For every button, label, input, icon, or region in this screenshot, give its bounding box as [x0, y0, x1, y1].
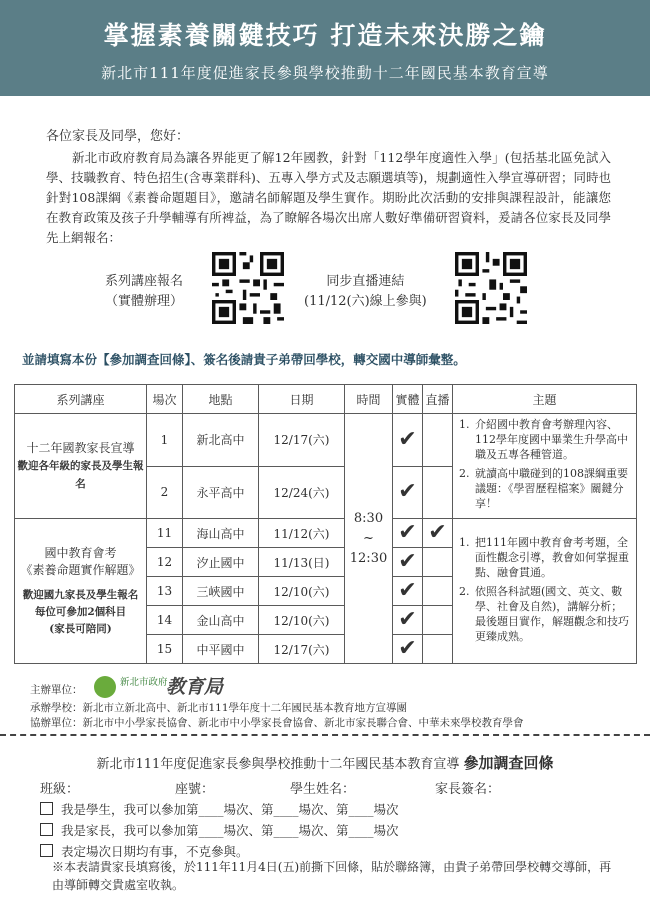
page-subtitle: 新北市111年度促進家長參與學校推動十二年國民基本教育宣導 — [101, 64, 549, 82]
session-place: 新北高中 — [183, 414, 259, 467]
qr-live-line2: (11/12(六)線上參與) — [304, 294, 427, 309]
th-session: 場次 — [147, 385, 183, 414]
empty-cell — [423, 548, 453, 577]
th-date: 日期 — [259, 385, 345, 414]
qr-code-register[interactable] — [212, 252, 284, 324]
time-sep: ~ — [363, 530, 374, 546]
session-time — [345, 414, 393, 664]
qr-register-line1: 系列講座報名 — [105, 274, 184, 289]
series2-note1: 歡迎國九家長及學生報名 — [22, 588, 139, 601]
qr-live-label — [304, 272, 427, 312]
logo-calligraphy: 教育局 — [166, 676, 224, 698]
empty-cell — [423, 606, 453, 635]
session-place: 金山高中 — [183, 606, 259, 635]
series2-note2: 每位可參加2個科目 — [34, 605, 127, 618]
table-row — [15, 414, 637, 467]
header-banner — [0, 0, 650, 96]
table-row — [15, 519, 637, 548]
topic-num: 1. — [459, 535, 470, 549]
host-label: 主辦單位： — [30, 684, 83, 696]
time-start: 8:30 — [353, 510, 384, 526]
option-parent-text: 我是家長，我可以參加第____場次、第____場次、第____場次 — [61, 823, 399, 838]
undertake-org: 承辦學校：新北市立新北高中、新北市111學年度十二年國民基本教育地方宣導團 — [30, 702, 408, 714]
check-icon: ✔ — [393, 414, 423, 467]
th-topic: 主題 — [453, 385, 637, 414]
reply-footnote: ※本表請貴家長填寫後，於111年11月4日(五)前撕下回條，貼於聯絡簿，由貴子弟帶回學校轉交導師，再由導師轉交貴處室收執。 — [52, 860, 612, 892]
topic-num: 2. — [459, 584, 470, 598]
topic-text: 依照各科試題(國文、英文、數學、社會及自然)，講解分析；最後題目實作，解題觀念和技巧更臻成熟。 — [475, 584, 629, 643]
qr-live-line1: 同步直播連結 — [326, 274, 405, 289]
session-date: 12/10(六) — [259, 606, 345, 635]
th-time: 時間 — [345, 385, 393, 414]
parent-signature-field[interactable]: 家長簽名： — [435, 782, 501, 797]
reply-title-suffix: 參加調查回條 — [463, 754, 554, 772]
page-title: 掌握素養關鍵技巧 打造未來決勝之鑰 — [103, 21, 547, 50]
series-parent-seminar — [15, 414, 147, 519]
student-name-field[interactable]: 學生姓名： — [290, 782, 356, 797]
empty-cell — [423, 414, 453, 467]
checkbox-icon[interactable] — [40, 823, 53, 836]
topic-num: 2. — [459, 467, 470, 480]
session-place: 汐止國中 — [183, 548, 259, 577]
th-onsite: 實體 — [393, 385, 423, 414]
session-no: 14 — [147, 606, 183, 635]
table-header-row — [15, 385, 637, 414]
check-icon: ✔ — [393, 606, 423, 635]
class-field[interactable]: 班級： — [40, 782, 80, 797]
topic-item — [459, 466, 630, 511]
session-date: 12/10(六) — [259, 577, 345, 606]
session-place: 永平高中 — [183, 466, 259, 519]
schedule-table — [14, 384, 637, 664]
topic-text: 就讀高中職碰到的108課綱重要議題：《學習歷程檔案》關鍵分享！ — [475, 467, 628, 510]
checkbox-icon[interactable] — [40, 844, 53, 857]
greeting: 各位家長及同學，您好： — [46, 129, 190, 144]
check-icon: ✔ — [393, 548, 423, 577]
reply-title — [0, 752, 650, 773]
session-date: 12/17(六) — [259, 635, 345, 664]
empty-cell — [423, 635, 453, 664]
reply-title-prefix: 新北市111年度促進家長參與學校推動十二年國民基本教育宣導 — [96, 757, 460, 772]
tear-line — [0, 734, 650, 736]
checkbox-icon[interactable] — [40, 802, 53, 815]
topic-text: 把111年國中教育會考考題，全面性觀念引導，教會如何掌握重點、融會貫通。 — [475, 535, 629, 579]
session-date: 11/12(六) — [259, 519, 345, 548]
topic-item — [459, 535, 630, 580]
topic-num: 1. — [459, 418, 470, 431]
topic-text: 介紹國中教育會考辦理內容、112學年度國中畢業生升學高中職及五專各種管道。 — [475, 418, 628, 461]
session-date: 11/13(日) — [259, 548, 345, 577]
th-live: 直播 — [423, 385, 453, 414]
th-place: 地點 — [183, 385, 259, 414]
option-student-text: 我是學生，我可以參加第____場次、第____場次、第____場次 — [61, 802, 399, 817]
check-icon: ✔ — [393, 577, 423, 606]
letter-body: 新北市政府教育局為讓各界能更了解12年國教，針對「112學年度適性入學」(包括基北區免試入學、技職教育、特色招生(含專業群科)、五專入學方式及志願選填等)，規劃適性入學宣導研習；同時也針對108課綱《素養命題題目》，邀請名師解題及學生實作。期盼此次活動的安排與課程設計，能讓您在教育政策及孩子升學輔導有所裨益，為了瞭解各場次出席人數好準備研習資料，爰請各位家長及同學先上網報名： — [46, 150, 611, 245]
time-end: 12:30 — [349, 550, 388, 566]
session-place: 海山高中 — [183, 519, 259, 548]
topic-item — [459, 417, 630, 462]
session-no: 13 — [147, 577, 183, 606]
session-no: 1 — [147, 414, 183, 467]
empty-cell — [423, 577, 453, 606]
series2-name1: 國中教育會考 — [44, 545, 117, 560]
session-no: 12 — [147, 548, 183, 577]
session-place: 三峽國中 — [183, 577, 259, 606]
qr-register-line2: （實體辦理） — [105, 294, 184, 309]
qr-code-livestream[interactable] — [455, 252, 527, 324]
check-icon: ✔ — [393, 635, 423, 664]
edu-bureau-logo-icon — [94, 676, 116, 698]
assist-org: 協辦單位：新北市中小學家長協會、新北市中小學家長會協會、新北市家長聯合會、中華未來學校教育學會 — [30, 717, 524, 729]
check-icon: ✔ — [393, 466, 423, 519]
option-parent[interactable] — [40, 821, 399, 839]
qr-register-label — [105, 272, 183, 312]
option-unavailable-text: 表定場次日期均有事，不克參與。 — [61, 844, 249, 859]
session-date: 12/24(六) — [259, 466, 345, 519]
seat-field[interactable]: 座號： — [175, 782, 215, 797]
topic-series1 — [453, 414, 637, 519]
session-date: 12/17(六) — [259, 414, 345, 467]
check-icon: ✔ — [423, 519, 453, 548]
logo-text: 新北市政府 — [120, 677, 168, 688]
instruction-note: 並請填寫本份【參加調查回條】、簽名後請貴子弟帶回學校，轉交國中導師彙整。 — [22, 352, 466, 367]
series1-name: 十二年國教家長宣導 — [26, 441, 135, 455]
series2-note3: (家長可陪同) — [49, 622, 112, 635]
empty-cell — [423, 466, 453, 519]
session-place: 中平國中 — [183, 635, 259, 664]
series2-name2: 《素養命題實作解題》 — [20, 562, 141, 577]
option-student[interactable] — [40, 800, 399, 818]
check-icon: ✔ — [393, 519, 423, 548]
session-no: 2 — [147, 466, 183, 519]
series-exam-workshop — [15, 519, 147, 664]
th-series: 系列講座 — [15, 385, 147, 414]
session-no: 15 — [147, 635, 183, 664]
session-no: 11 — [147, 519, 183, 548]
topic-series2 — [453, 519, 637, 664]
series1-note: 歡迎各年級的家長及學生報名 — [17, 460, 144, 490]
topic-item — [459, 584, 630, 644]
